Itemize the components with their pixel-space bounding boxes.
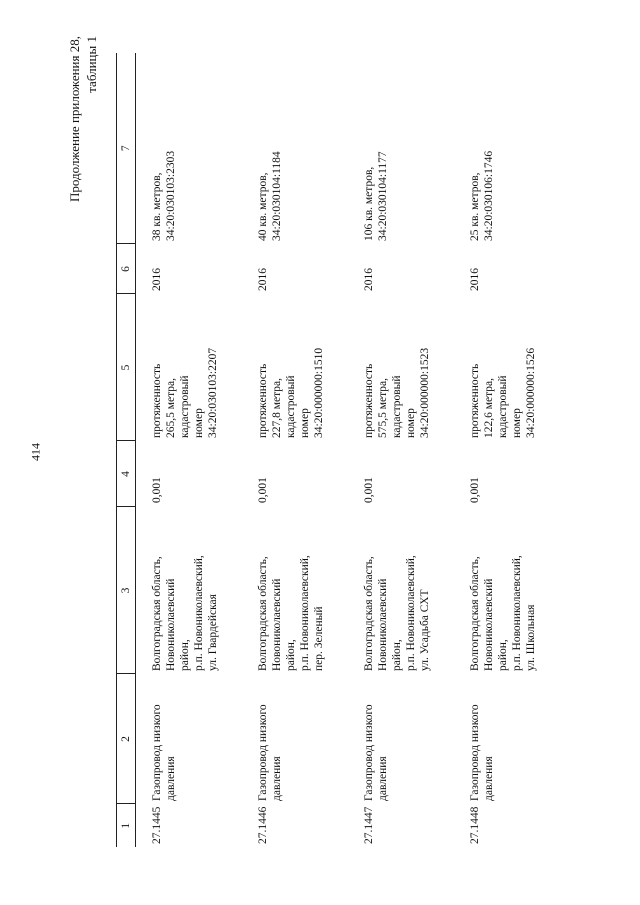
- object-address: Волгоградская область, Новониколаевский район, р.п. Новониколаевский, ул. Гвардейская: [151, 555, 219, 671]
- table-row: [242, 53, 348, 847]
- column-number: 5: [117, 294, 136, 441]
- column-number: 6: [117, 244, 136, 294]
- column-number-row: [117, 53, 136, 847]
- object-characteristics: протяженность 227,8 метра, кадастровый номер 34:20:000000:1510: [256, 347, 325, 438]
- row-number: 27.1446: [256, 806, 269, 844]
- object-address: Волгоградская область, Новониколаевский район, р.п. Новониколаевский, пер. Зеленый: [256, 555, 325, 671]
- column-number: 1: [117, 804, 136, 847]
- object-name: Газопровод низкого давления: [362, 704, 389, 801]
- object-name: Газопровод низкого давления: [256, 704, 283, 801]
- object-year: 2016: [256, 268, 269, 291]
- object-year: 2016: [468, 268, 481, 291]
- property-table: [116, 53, 560, 847]
- object-quantity: 0,001: [151, 477, 163, 503]
- table-row: [136, 53, 242, 847]
- row-number: 27.1448: [468, 806, 481, 844]
- column-number: 7: [117, 53, 136, 244]
- column-number: 3: [117, 507, 136, 674]
- page-number: 414: [28, 443, 43, 461]
- row-number: 27.1445: [151, 806, 163, 844]
- object-characteristics: протяженность 575,5 метра, кадастровый номер 34:20:000000:1523: [362, 347, 431, 438]
- table-caption: [66, 36, 100, 202]
- object-address: Волгоградская область, Новониколаевский район, р.п. Новониколаевский, ул. Школьная: [468, 555, 537, 671]
- object-quantity: 0,001: [362, 477, 375, 503]
- table-row: [348, 53, 454, 847]
- object-name: Газопровод низкого давления: [468, 704, 495, 801]
- object-characteristics: протяженность 265,5 метра, кадастровый номер 34:20:030103:2207: [151, 347, 219, 438]
- row-number: 27.1447: [362, 806, 375, 844]
- object-year: 2016: [362, 268, 375, 291]
- object-year: 2016: [151, 268, 163, 291]
- object-address: Волгоградская область, Новониколаевский район, р.п. Новониколаевский, ул. Усадьба СХТ: [362, 555, 431, 671]
- object-quantity: 0,001: [468, 477, 481, 503]
- caption-line-2: таблицы 1: [84, 36, 99, 93]
- object-name: Газопровод низкого давления: [151, 704, 177, 801]
- table-row: [454, 53, 560, 847]
- land-area: 106 кв. метров, 34:20:030104:1177: [362, 151, 389, 241]
- land-area: 38 кв. метров, 34:20:030103:2303: [151, 150, 177, 241]
- object-characteristics: протяженность 122,6 метра, кадастровый номер 34:20:000000:1526: [468, 347, 537, 438]
- caption-line-1: Продолжение приложения 28,: [67, 36, 82, 203]
- object-quantity: 0,001: [256, 477, 269, 503]
- column-number: 4: [117, 441, 136, 507]
- column-number: 2: [117, 674, 136, 804]
- land-area: 40 кв. метров, 34:20:030104:1184: [256, 151, 283, 241]
- land-area: 25 кв. метров, 34:20:030106:1746: [468, 150, 495, 241]
